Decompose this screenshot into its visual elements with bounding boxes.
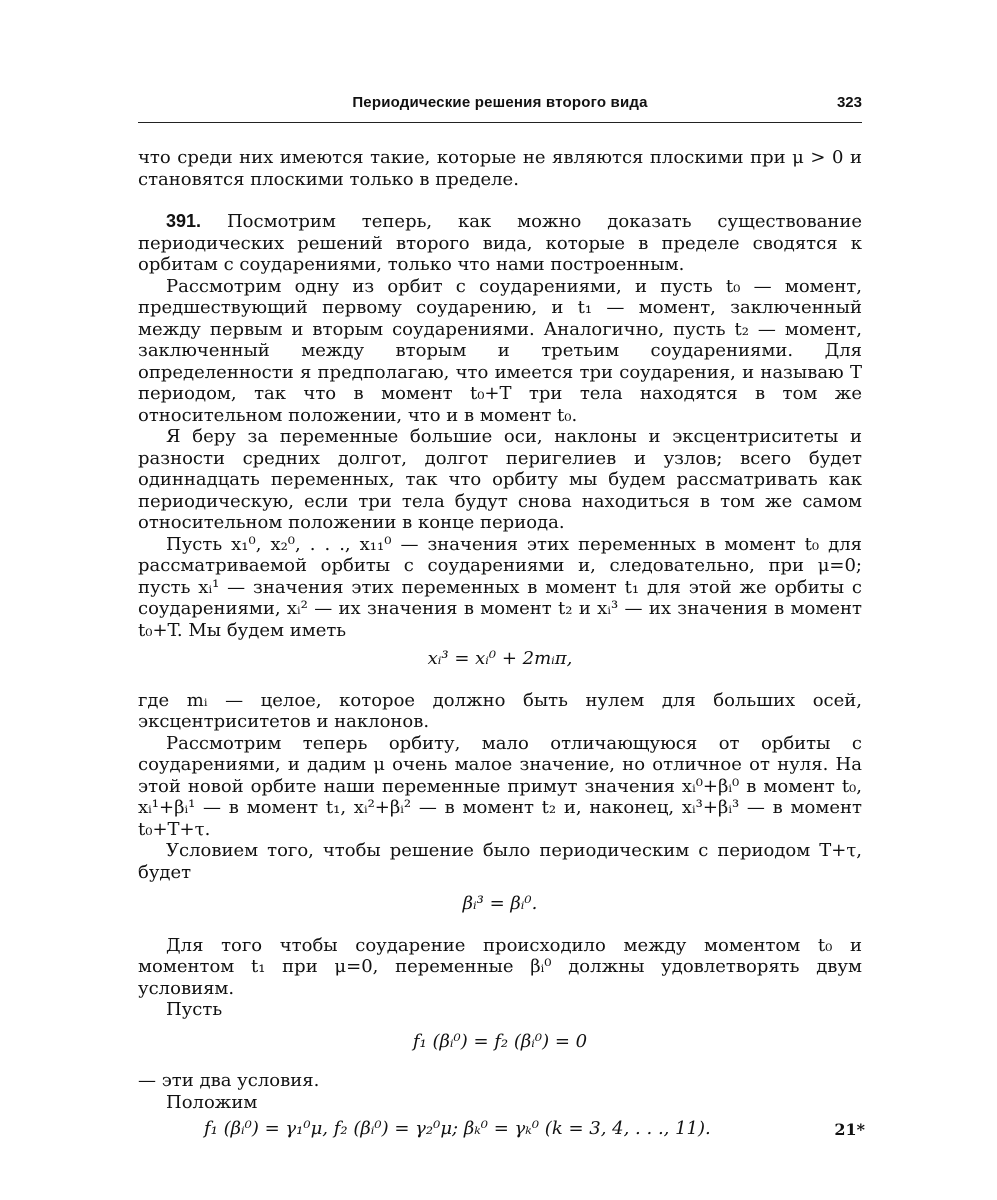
page-body [138,147,862,1140]
paragraph: — эти два условия. [138,1070,320,1091]
paragraph: Для того чтобы соударение происходило между моментом t₀ и моментом t₁ при μ=0, переменные βᵢ⁰ должны удовлетворять двум условиям. [138,934,862,999]
page-header [138,92,862,123]
paragraph: Я беру за переменные большие оси, наклоны и эксцентриситеты и разности средних долгот, долгот перигелиев и узлов; всего будет одиннадцать переменных, так что орбиту мы будем рассматривать как периодическую, если три тела будут снова находиться в том же самом относительном положении в конце периода. [138,426,862,533]
formula: f₁ (βᵢ⁰) = γ₁⁰μ, f₂ (βᵢ⁰) = γ₂⁰μ; βₖ⁰ = γₖ⁰ (k = 3, 4, . . ., 11). [204,1118,711,1139]
page-number: 323 [836,94,862,111]
signature-mark: 21* [834,1120,865,1139]
paragraph: Рассмотрим теперь орбиту, мало отличающуюся от орбиты с соударениями, и дадим μ очень малое значение, но отличное от нуля. На этой новой орбите наши переменные примут значения xᵢ⁰+βᵢ⁰ в момент t₀, xᵢ¹+βᵢ¹ — в момент t₁, xᵢ²+βᵢ² — в момент t₂ и, наконец, xᵢ³+βᵢ³ — в момент t₀+T+τ. [138,732,862,840]
paragraph: где mᵢ — целое, которое должно быть нулем для больших осей, эксцентриситетов и наклонов. [138,689,862,732]
paragraph-section-391 [138,211,862,276]
paragraph: Пусть [166,999,223,1020]
formula: xᵢ³ = xᵢ⁰ + 2mᵢπ, [427,648,573,669]
paragraph: Рассмотрим одну из орбит с соударениями, и пусть t₀ — момент, предшествующий первому соударению, и t₁ — момент, заключенный между первым и вторым соударениями. Аналогично, пусть t₂ — момент, заключенный между вторым и третьим соударениями. Для определенности я предполагаю, что имеется три соударения, и называю T периодом, так что в момент t₀+T три тела находятся в том же относительном положении, что и в момент t₀. [138,275,862,426]
section-number: 391. [166,211,202,231]
formula: βᵢ³ = βᵢ⁰. [462,893,538,914]
paragraph: Пусть x₁⁰, x₂⁰, . . ., x₁₁⁰ — значения этих переменных в момент t₀ для рассматриваемой орбиты с соударениями и, следовательно, при μ=0; пусть xᵢ¹ — значения этих переменных в момент t₁ для этой же орбиты с соударениями, xᵢ² — их значения в момент t₂ и xᵢ³ — их значения в момент t₀+T. Мы будем иметь [138,533,862,641]
paragraph: Положим [166,1091,258,1113]
running-title: Периодические решения второго вида [352,94,648,111]
section-text: Посмотрим теперь, как можно доказать существование периодических решений второго вида, которые в пределе сводятся к орбитам с соударениями, только что нами построенным. [138,211,862,275]
formula: f₁ (βᵢ⁰) = f₂ (βᵢ⁰) = 0 [412,1030,588,1052]
paragraph-continuation: что среди них имеются такие, которые не являются плоскими при μ > 0 и становятся плоскими только в пределе. [138,147,862,190]
paragraph: Условием того, чтобы решение было периодическим с периодом T+τ, будет [138,840,862,883]
